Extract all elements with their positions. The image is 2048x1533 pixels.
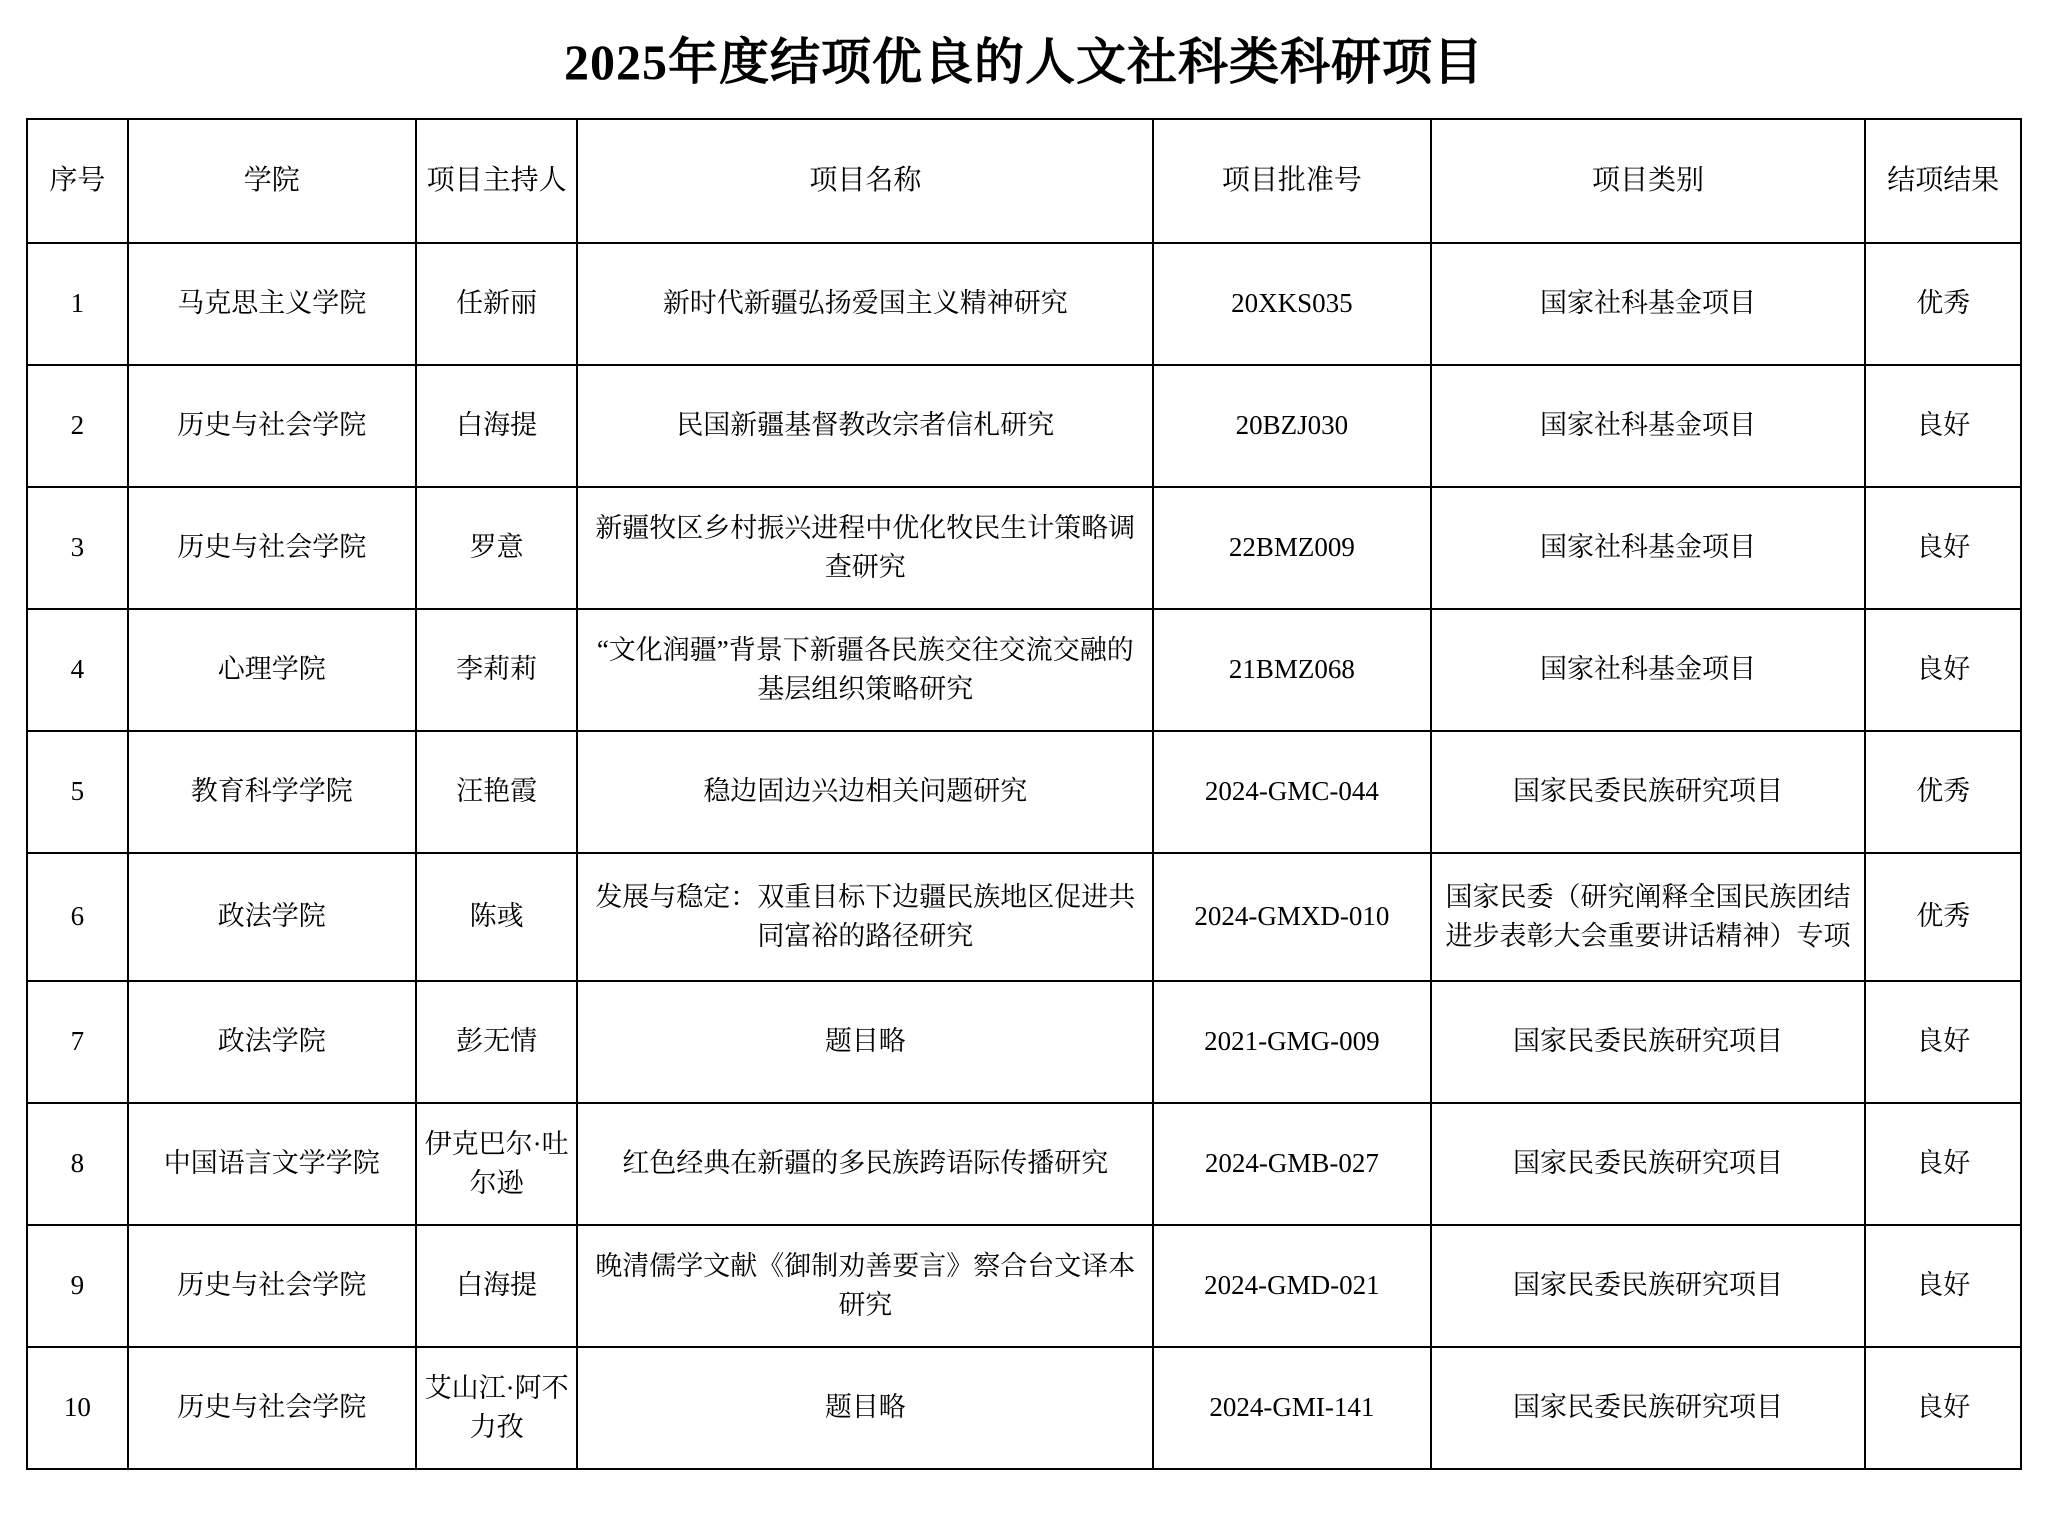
column-header-approval-code: 项目批准号: [1153, 119, 1430, 243]
cell-category: 国家社科基金项目: [1431, 487, 1866, 609]
column-header-project-name: 项目名称: [577, 119, 1153, 243]
cell-approval-code: 2024-GMB-027: [1153, 1103, 1430, 1225]
cell-seq: 8: [27, 1103, 128, 1225]
cell-result: 良好: [1865, 487, 2021, 609]
table-row: [27, 1103, 2021, 1225]
cell-college: 政法学院: [128, 853, 416, 981]
cell-category: 国家民委民族研究项目: [1431, 1103, 1866, 1225]
cell-college: 历史与社会学院: [128, 487, 416, 609]
table-row: [27, 365, 2021, 487]
cell-leader: 白海提: [416, 1225, 578, 1347]
cell-result: 良好: [1865, 609, 2021, 731]
cell-project-name: 红色经典在新疆的多民族跨语际传播研究: [577, 1103, 1153, 1225]
cell-category: 国家民委民族研究项目: [1431, 1225, 1866, 1347]
cell-category: 国家民委民族研究项目: [1431, 1347, 1866, 1469]
table-row: [27, 1225, 2021, 1347]
cell-project-name: 题目略: [577, 981, 1153, 1103]
cell-approval-code: 20BZJ030: [1153, 365, 1430, 487]
cell-project-name: 新疆牧区乡村振兴进程中优化牧民生计策略调查研究: [577, 487, 1153, 609]
cell-result: 优秀: [1865, 243, 2021, 365]
cell-seq: 2: [27, 365, 128, 487]
cell-result: 优秀: [1865, 731, 2021, 853]
cell-result: 良好: [1865, 1347, 2021, 1469]
cell-project-name: 新时代新疆弘扬爱国主义精神研究: [577, 243, 1153, 365]
cell-leader: 彭无情: [416, 981, 578, 1103]
cell-college: 历史与社会学院: [128, 365, 416, 487]
cell-seq: 5: [27, 731, 128, 853]
cell-leader: 罗意: [416, 487, 578, 609]
cell-category: 国家社科基金项目: [1431, 243, 1866, 365]
cell-seq: 1: [27, 243, 128, 365]
table-row: [27, 487, 2021, 609]
cell-project-name: 稳边固边兴边相关问题研究: [577, 731, 1153, 853]
cell-seq: 7: [27, 981, 128, 1103]
table-header: [27, 119, 2021, 243]
cell-leader: 伊克巴尔·吐尔逊: [416, 1103, 578, 1225]
cell-leader: 白海提: [416, 365, 578, 487]
projects-table: [26, 118, 2022, 1470]
cell-college: 心理学院: [128, 609, 416, 731]
cell-category: 国家社科基金项目: [1431, 365, 1866, 487]
cell-project-name: “文化润疆”背景下新疆各民族交往交流交融的基层组织策略研究: [577, 609, 1153, 731]
cell-leader: 艾山江·阿不力孜: [416, 1347, 578, 1469]
cell-category: 国家民委民族研究项目: [1431, 981, 1866, 1103]
column-header-category: 项目类别: [1431, 119, 1866, 243]
cell-approval-code: 2024-GMD-021: [1153, 1225, 1430, 1347]
cell-category: 国家民委（研究阐释全国民族团结进步表彰大会重要讲话精神）专项: [1431, 853, 1866, 981]
cell-result: 良好: [1865, 981, 2021, 1103]
table-row: [27, 243, 2021, 365]
cell-result: 优秀: [1865, 853, 2021, 981]
cell-project-name: 晚清儒学文献《御制劝善要言》察合台文译本研究: [577, 1225, 1153, 1347]
cell-college: 政法学院: [128, 981, 416, 1103]
cell-project-name: 发展与稳定：双重目标下边疆民族地区促进共同富裕的路径研究: [577, 853, 1153, 981]
table-row: [27, 609, 2021, 731]
cell-college: 中国语言文学学院: [128, 1103, 416, 1225]
cell-result: 良好: [1865, 1103, 2021, 1225]
cell-college: 教育科学学院: [128, 731, 416, 853]
cell-seq: 3: [27, 487, 128, 609]
cell-leader: 任新丽: [416, 243, 578, 365]
cell-college: 马克思主义学院: [128, 243, 416, 365]
cell-result: 良好: [1865, 365, 2021, 487]
table-row: [27, 731, 2021, 853]
table-row: [27, 853, 2021, 981]
cell-approval-code: 2021-GMG-009: [1153, 981, 1430, 1103]
table-header-row: [27, 119, 2021, 243]
cell-project-name: 题目略: [577, 1347, 1153, 1469]
column-header-college: 学院: [128, 119, 416, 243]
table-row: [27, 981, 2021, 1103]
page-title: 2025年度结项优良的人文社科类科研项目: [564, 34, 1484, 90]
cell-category: 国家社科基金项目: [1431, 609, 1866, 731]
cell-result: 良好: [1865, 1225, 2021, 1347]
cell-college: 历史与社会学院: [128, 1225, 416, 1347]
cell-seq: 6: [27, 853, 128, 981]
cell-leader: 李莉莉: [416, 609, 578, 731]
cell-college: 历史与社会学院: [128, 1347, 416, 1469]
cell-approval-code: 22BMZ009: [1153, 487, 1430, 609]
column-header-seq: 序号: [27, 119, 128, 243]
cell-seq: 9: [27, 1225, 128, 1347]
cell-category: 国家民委民族研究项目: [1431, 731, 1866, 853]
cell-project-name: 民国新疆基督教改宗者信札研究: [577, 365, 1153, 487]
cell-approval-code: 2024-GMXD-010: [1153, 853, 1430, 981]
cell-leader: 汪艳霞: [416, 731, 578, 853]
column-header-result: 结项结果: [1865, 119, 2021, 243]
cell-approval-code: 20XKS035: [1153, 243, 1430, 365]
cell-seq: 10: [27, 1347, 128, 1469]
cell-seq: 4: [27, 609, 128, 731]
table-row: [27, 1347, 2021, 1469]
cell-approval-code: 2024-GMC-044: [1153, 731, 1430, 853]
column-header-leader: 项目主持人: [416, 119, 578, 243]
cell-approval-code: 2024-GMI-141: [1153, 1347, 1430, 1469]
cell-approval-code: 21BMZ068: [1153, 609, 1430, 731]
cell-leader: 陈彧: [416, 853, 578, 981]
table-body: [27, 243, 2021, 1469]
